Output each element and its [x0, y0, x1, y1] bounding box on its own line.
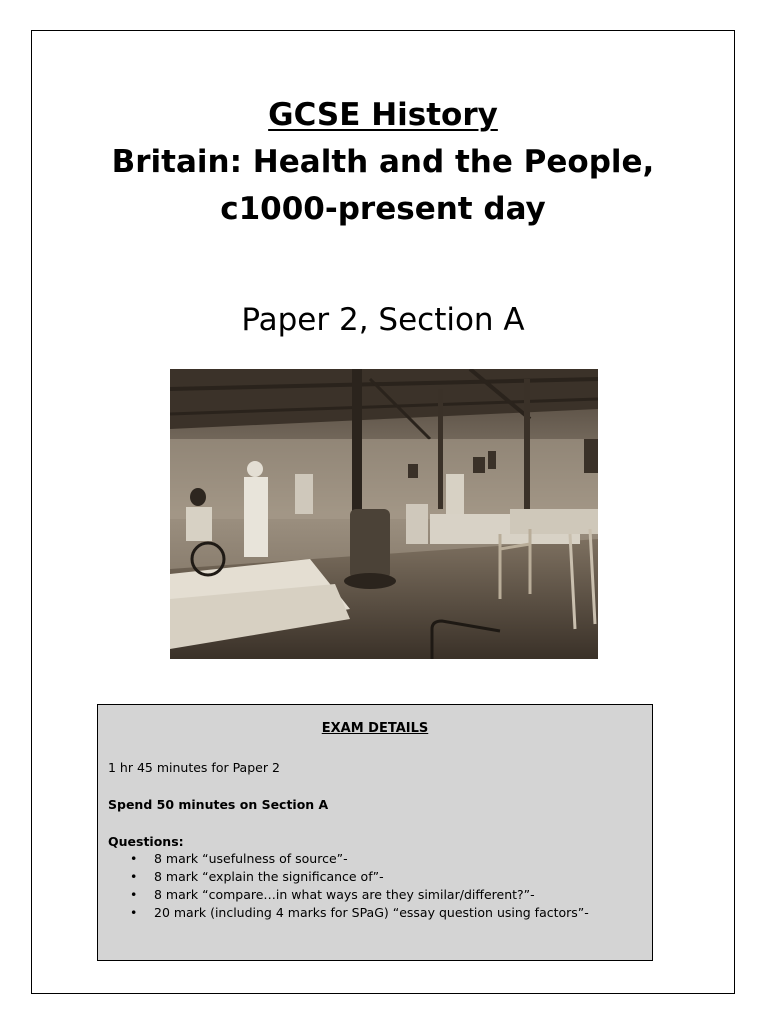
unit-period: c1000-present day	[220, 191, 546, 227]
section-time: Spend 50 minutes on Section A	[108, 797, 329, 812]
hospital-ward-photo	[170, 369, 598, 659]
course-title: GCSE History	[268, 97, 498, 133]
list-item: • 8 mark “compare…in what ways are they similar/different?”-	[130, 886, 642, 904]
exam-details-box	[97, 704, 653, 961]
exam-details-heading: EXAM DETAILS	[321, 721, 429, 736]
title-block	[31, 92, 735, 233]
exam-duration: 1 hr 45 minutes for Paper 2	[108, 760, 280, 775]
unit-title: Britain: Health and the People,	[111, 144, 655, 180]
list-item: • 8 mark “explain the significance of”-	[130, 868, 642, 886]
list-item: • 8 mark “usefulness of source”-	[130, 850, 642, 868]
questions-list	[108, 850, 642, 922]
paper-section: Paper 2, Section A	[241, 302, 525, 338]
list-item: • 20 mark (including 4 marks for SPaG) “essay question using factors”-	[130, 904, 642, 922]
questions-label: Questions:	[108, 834, 184, 849]
